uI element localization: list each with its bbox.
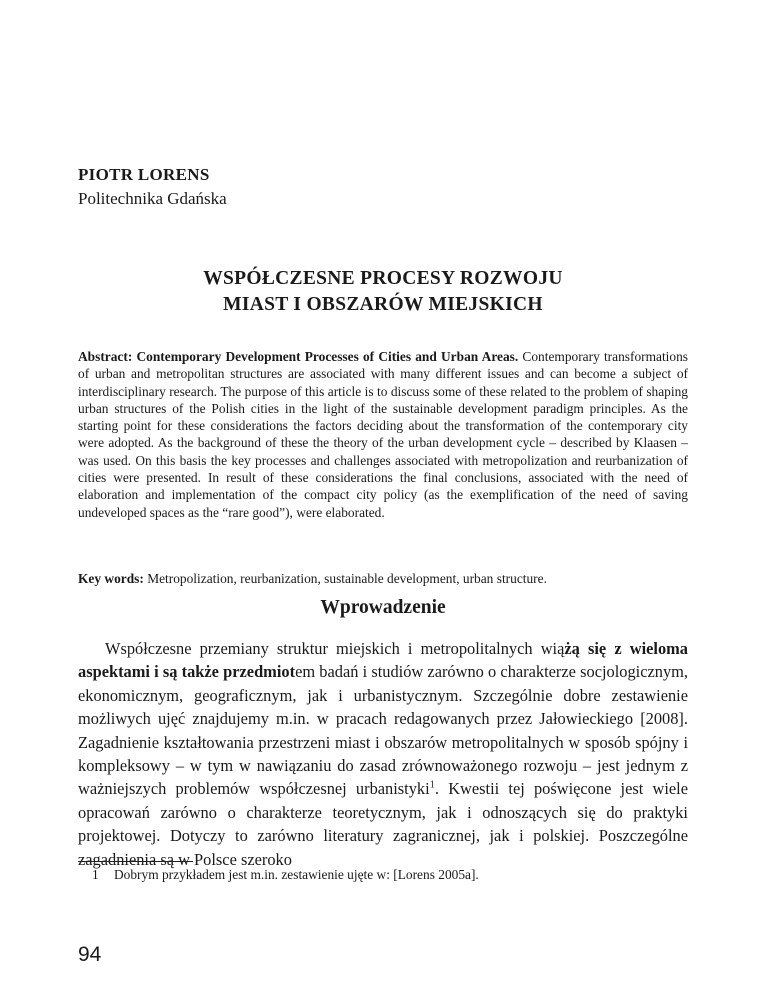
section-paragraph [78, 637, 688, 871]
abstract-label: Abstract: Contemporary Development Processes of Cities and Urban Areas. [78, 349, 519, 364]
keywords-label: Key words: [78, 571, 144, 586]
abstract [78, 348, 688, 521]
footnote-separator [78, 861, 193, 862]
author-affiliation: Politechnika Gdańska [78, 189, 227, 208]
article-title-line-2: MIAST I OBSZARÓW MIEJSKICH [223, 294, 543, 315]
footnote-text: Dobrym przykładem jest m.in. zestawienie ujęte w: [Lorens 2005a]. [114, 867, 479, 882]
footnote [92, 867, 479, 883]
footnote-reference: 1 [429, 779, 435, 791]
keywords-text: Metropolization, reurbanization, sustainable development, urban structure. [143, 571, 547, 586]
article-title-line-1: WSPÓŁCZESNE PROCESY ROZWOJU [203, 268, 563, 289]
keywords [78, 570, 688, 587]
paragraph-text-start: Współczesne przemiany struktur miejskich i metropolitalnych wią [105, 639, 565, 658]
abstract-text: Contemporary transformations of urban and metropolitan structures are associated with many different issues and can become a subject of interdisciplinary research. The purpose of this article is to discuss some of these related to the problem of shaping urban structures of the Polish cities in the light of the sustainable development paradigm principles. As the starting point for these considerations the factors deciding about the transformation of the contemporary city were adopted. As the background of these the theory of the urban development cycle – described by Klaasen – was used. On this basis the key processes and challenges associated with metropolization and reurbanization of cities were presented. In result of these considerations the final conclusions, associated with the need of elaboration and implementation of the compact city policy (as the exemplification of the need of saving undeveloped spaces as the “rare good”), were elaborated. [78, 349, 688, 520]
paragraph-text-end: . Kwestii tej poświęcone jest wiele opracowań zarówno o charakterze teoretycznym, jak i odnoszących się do praktyki projektowej. Dotyczy to zarówno literatury zagranicznej, jak i polskiej. Poszczególne zagadnienia są w Polsce szeroko [78, 779, 688, 869]
footnote-number: 1 [92, 867, 99, 882]
author-name: PIOTR LORENS [78, 165, 210, 184]
section-heading: Wprowadzenie [320, 597, 446, 618]
paragraph-text-middle: em badań i studiów zarówno o charakterze socjologicznym, ekonomicznym, geograficznym, jak i urbanistycznym. Szczególnie dobre zestawienie możliwych ujęć znajdujemy m.in. w pracach redagowanych przez Jałowieckiego [2008]. Zagadnienie kształtowania przestrzeni miast i obszarów metropolitalnych w sposób spójny i kompleksowy – w tym w nawiązaniu do zasad zrównoważonego rozwoju – jest jednym z ważniejszych problemów współczesnej urbanistyki [78, 662, 689, 799]
page-number: 94 [78, 943, 102, 966]
paragraph-bold-text: żą się z wieloma aspektami i są także przedmiot [78, 639, 688, 682]
